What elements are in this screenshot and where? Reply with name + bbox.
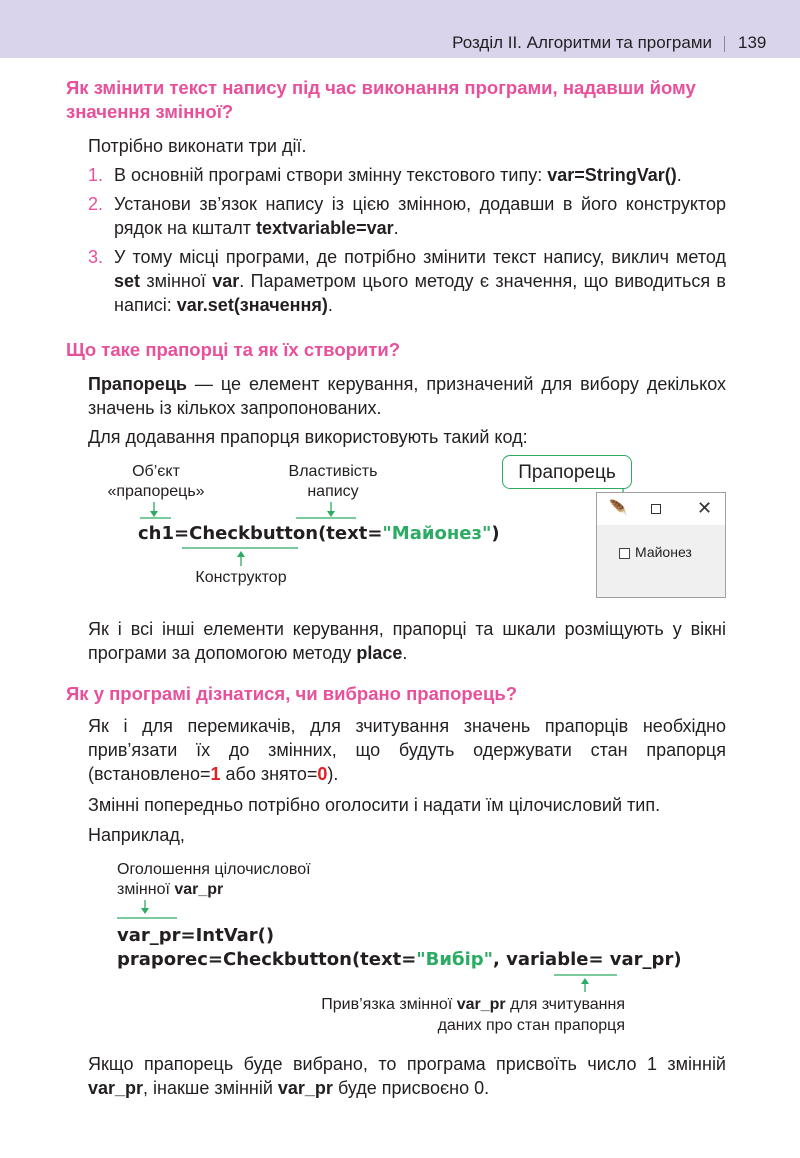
- code-inline: var_pr: [174, 881, 224, 898]
- annotation-line: напису: [307, 483, 359, 500]
- step-text: змінної: [140, 271, 213, 291]
- annotation-text: Прив’язка змінної: [321, 996, 457, 1013]
- code-inline: var: [212, 271, 240, 291]
- code-args: (text=: [318, 523, 383, 544]
- annotation-line: даних про стан прапорця: [437, 1017, 625, 1034]
- annotation-text: змінної: [117, 881, 175, 898]
- final-paragraph: [88, 1052, 726, 1100]
- annotation-line: Об’єкт: [132, 463, 180, 480]
- step-text: В основній програмі створи змінну текстового типу:: [114, 165, 548, 185]
- punct: ).: [327, 764, 339, 784]
- step-number: 3.: [88, 247, 104, 267]
- value-one: 1: [210, 764, 221, 784]
- code-var: ch1: [138, 523, 175, 544]
- paragraph-text: Як і всі інші елементи керування, прапорці та шкали розміщують у вікні програми за допомогою методу: [88, 619, 726, 663]
- term: Прапорець: [88, 374, 187, 394]
- q1-intro: Потрібно виконати три дії.: [88, 136, 307, 156]
- step-text: . Параметром цього методу є значення, що виводиться в написі:: [114, 271, 726, 315]
- code-op: =: [174, 523, 190, 544]
- annotation-line: Оголошення цілочислової: [117, 861, 311, 878]
- page-number: 139: [738, 33, 767, 52]
- annotation-constructor: Конструктор: [195, 569, 287, 586]
- close-icon[interactable]: ✕: [697, 498, 713, 518]
- declare-paragraph: Змінні попередньо потрібно оголосити і надати їм цілочисловий тип.: [88, 795, 661, 815]
- value-zero: 0: [317, 764, 328, 784]
- code-intvar: var_pr=IntVar(): [117, 925, 275, 946]
- section-title: Розділ ІІ. Алгоритми та програми: [452, 33, 712, 52]
- annotation-binding: [260, 994, 625, 1036]
- code-inline: var_pr: [456, 996, 506, 1013]
- punct: .: [327, 295, 333, 315]
- code-string: "Майонез": [382, 523, 492, 544]
- feather-icon: 🪶: [609, 500, 628, 517]
- code-ctor: Checkbutton: [189, 523, 319, 544]
- code-string: "Вибір": [416, 949, 494, 970]
- code-intro: Для додавання прапорця використовують такий код:: [88, 427, 528, 447]
- paragraph-text: буде присвоєно 0.: [332, 1078, 490, 1098]
- code-part: , variable= var_pr): [493, 949, 682, 970]
- checkbox-label: Майонез: [635, 544, 692, 560]
- step-number: 2.: [88, 194, 104, 214]
- paragraph-text: або знято=: [220, 764, 318, 784]
- code-close: ): [491, 523, 500, 544]
- punct: .: [402, 643, 408, 663]
- annotation-line: «прапорець»: [107, 483, 205, 500]
- arrow-binding-head: [581, 978, 589, 984]
- annotation-line: Властивість: [288, 463, 378, 480]
- paragraph-text: Якщо прапорець буде вибрано, то програма присвоїть число 1 змінній: [88, 1054, 726, 1074]
- code-inline: var_pr: [88, 1078, 144, 1098]
- heading-checkbox: Що таке прапорці та як їх створити?: [66, 339, 401, 360]
- step-number: 1.: [88, 165, 104, 185]
- punct: .: [676, 165, 682, 185]
- heading-is-checked: Як у програмі дізнатися, чи вибрано прапорець?: [66, 683, 518, 704]
- definition-text: — це елемент керування, призначений для вибору декількох значень із кількох запропонованих.: [88, 374, 726, 418]
- code-inline: var=StringVar(): [547, 165, 677, 185]
- paragraph-text: Як і для перемикачів, для зчитування значень прапорців необхідно прив’язати їх до змінних, що будуть одержувати стан прапорця (встановлено=: [88, 716, 726, 784]
- step-text: У тому місці програми, де потрібно змінити текст напису, виклич метод: [114, 247, 726, 267]
- paragraph-text: , інакше змінній: [143, 1078, 278, 1098]
- code-inline: set: [114, 271, 141, 291]
- punct: .: [393, 218, 399, 238]
- annotation-text: для зчитування: [505, 996, 625, 1013]
- code-part: praporec=Checkbutton(text=: [117, 949, 417, 970]
- step-text: Установи зв’язок напису із цією змінною, додавши в його конструктор рядок на кшталт: [114, 194, 726, 238]
- arrow-declaration-head: [141, 908, 149, 914]
- checkbox-callout: Прапорець: [502, 455, 632, 489]
- code-inline: var_pr: [277, 1078, 333, 1098]
- code-inline: var.set(значення): [176, 295, 328, 315]
- heading-change-label-text: Як змінити текст напису під час виконання програми, надавши йому значення змінної?: [66, 77, 696, 122]
- example-lead: Наприклад,: [88, 825, 185, 845]
- code-inline: textvariable=var: [256, 218, 394, 238]
- code-inline: place: [356, 643, 403, 663]
